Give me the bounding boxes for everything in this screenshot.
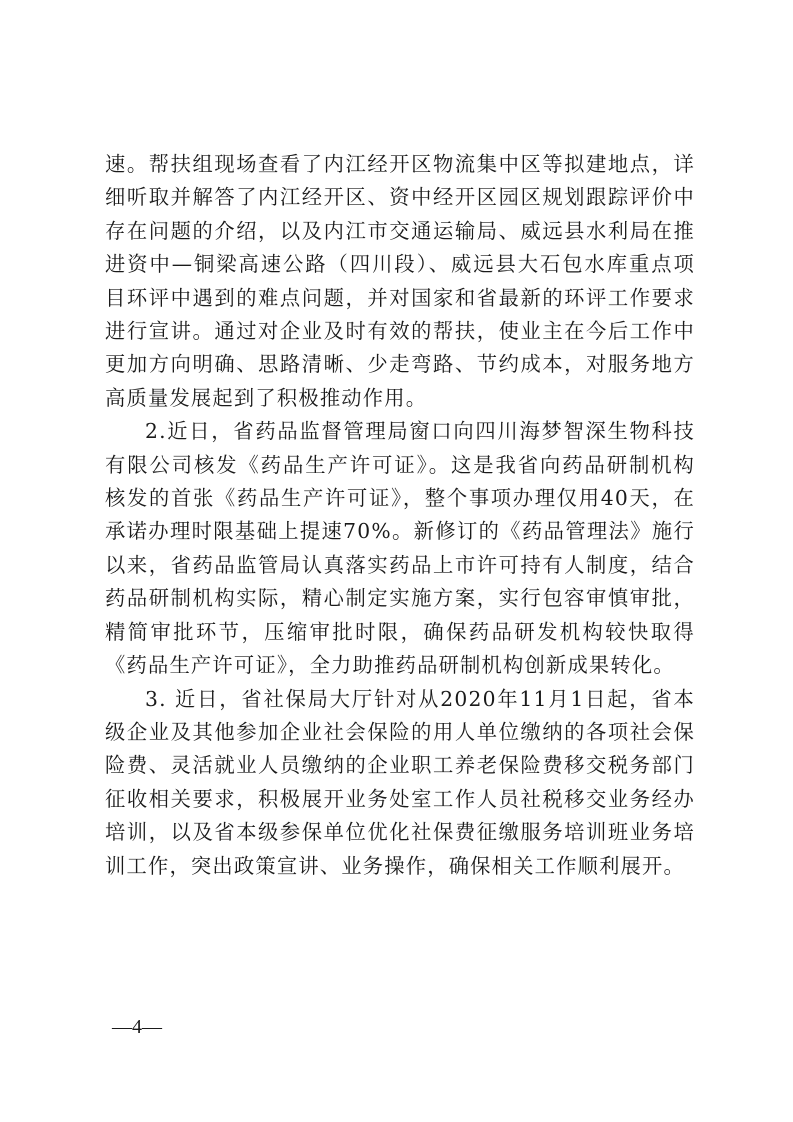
document-body (105, 148, 695, 883)
page-number: —4— (112, 1016, 162, 1038)
paragraph-continuation: 速。帮扶组现场查看了内江经开区物流集中区等拟建地点，详细听取并解答了内江经开区、资中经开区园区规划跟踪评价中存在问题的介绍，以及内江市交通运输局、威远县水利局在推进资中—铜梁高速公路（四川段）、威远县大石包水库重点项目环评中遇到的难点问题，并对国家和省最新的环评工作要求进行宣讲。通过对企业及时有效的帮扶，使业主在今后工作中更加方向明确、思路清晰、少走弯路、节约成本，对服务地方高质量发展起到了积极推动作用。 (105, 152, 695, 410)
paragraph-item-3: 3. 近日，省社保局大厅针对从2020年11月1日起，省本级企业及其他参加企业社会保险的用人单位缴纳的各项社会保险费、灵活就业人员缴纳的企业职工养老保险费移交税务部门征收相关要求，积极展开业务处室工作人员社税移交业务经办培训，以及省本级参保单位优化社保费征缴服务培训班业务培训工作，突出政策宣讲、业务操作，确保相关工作顺利展开。 (105, 686, 695, 878)
paragraph-item-2: 2.近日，省药品监督管理局窗口向四川海梦智深生物科技有限公司核发《药品生产许可证》。这是我省向药品研制机构核发的首张《药品生产许可证》，整个事项办理仅用40天，在承诺办理时限基础上提速70%。新修订的《药品管理法》施行以来，省药品监管局认真落实药品上市许可持有人制度，结合药品研制机构实际，精心制定实施方案，实行包容审慎审批，精简审批环节，压缩审批时限，确保药品研发机构较快取得《药品生产许可证》，全力助推药品研制机构创新成果转化。 (105, 419, 695, 678)
